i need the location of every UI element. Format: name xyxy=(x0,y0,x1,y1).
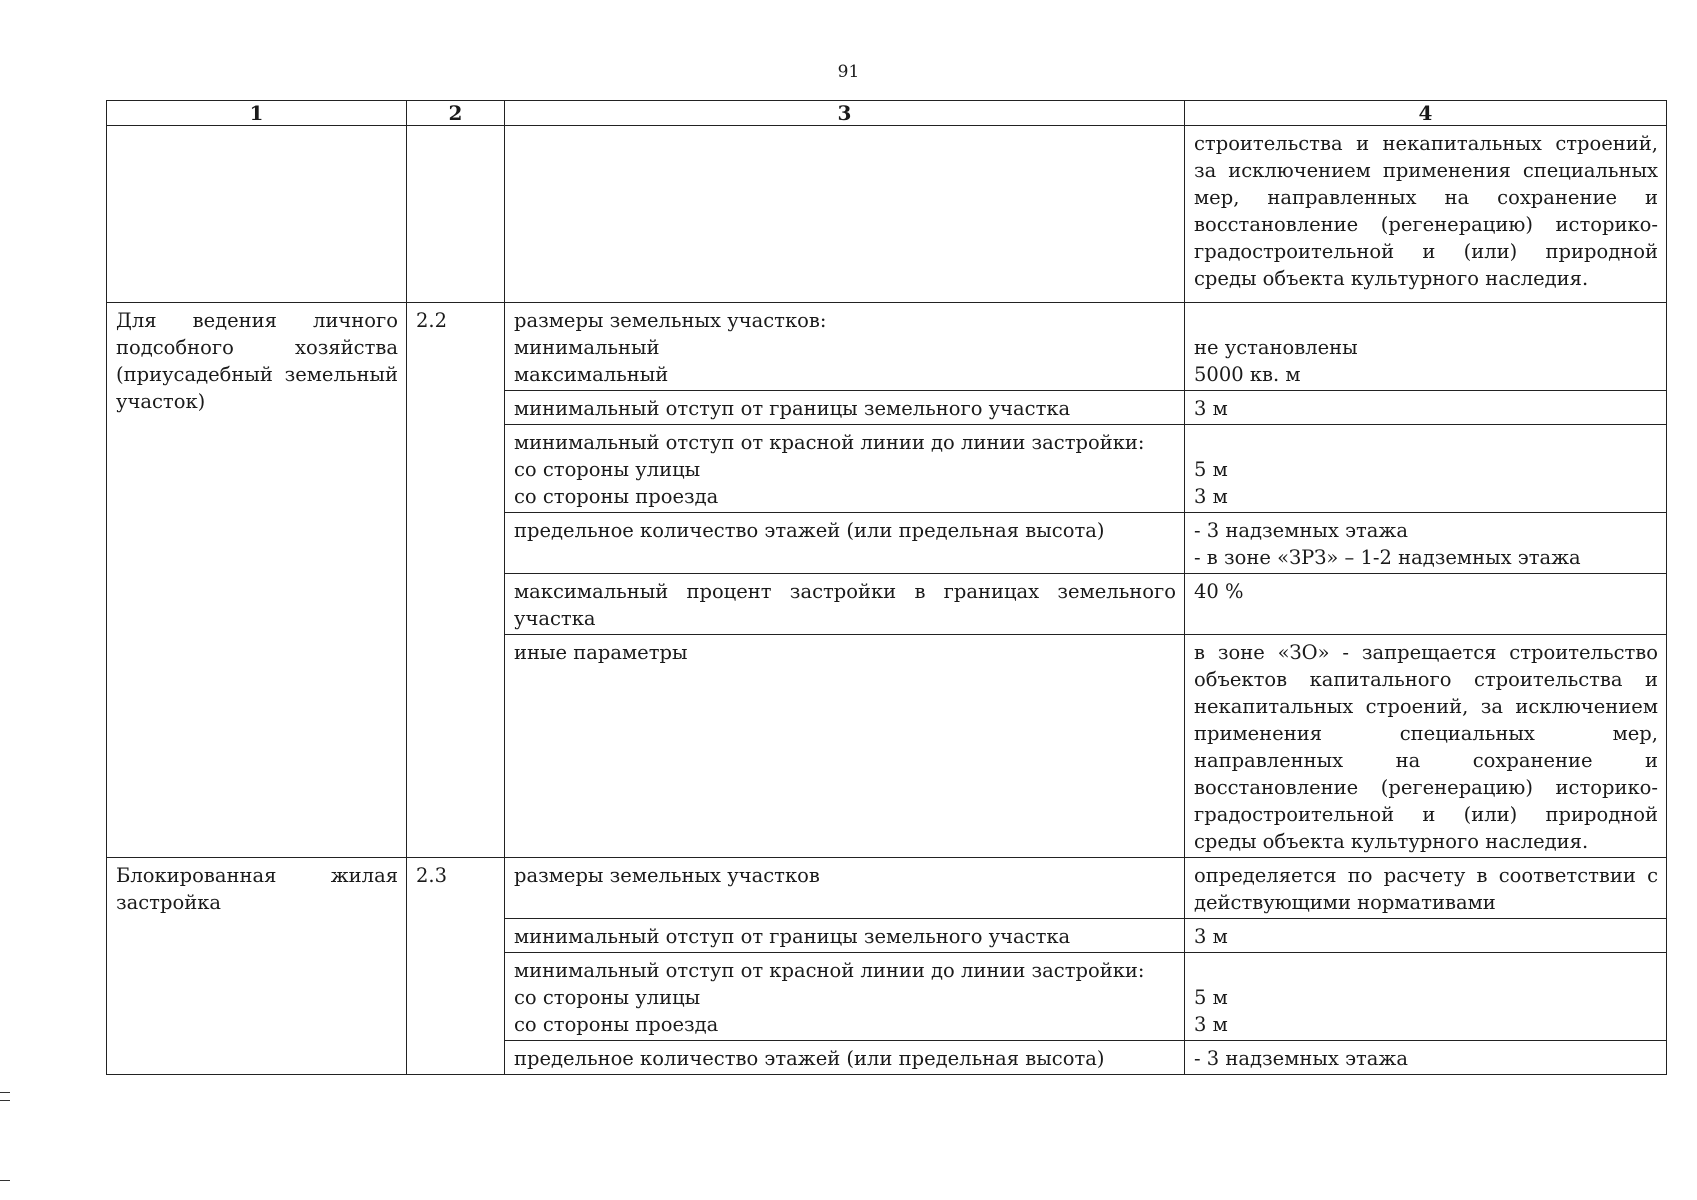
header-cell-4: 4 xyxy=(1185,101,1667,126)
parameter-name xyxy=(505,303,1185,391)
value-line xyxy=(1194,307,1658,334)
parameter-value xyxy=(1185,574,1667,635)
parameter-line: предельное количество этажей (или предельная высота) xyxy=(514,1047,1105,1070)
continuation-cell-1 xyxy=(107,126,407,303)
value-line: определяется по расчету в соответствии с действующими нормативами xyxy=(1194,864,1658,914)
continuation-cell-3 xyxy=(505,126,1185,303)
continuation-cell-2 xyxy=(407,126,505,303)
value-line: 3 м xyxy=(1194,397,1228,420)
value-line xyxy=(1194,429,1658,456)
table-row xyxy=(107,303,1667,391)
parameter-value xyxy=(1185,513,1667,574)
parameter-line: иные параметры xyxy=(514,641,688,664)
parameter-line: максимальный xyxy=(514,363,669,386)
parameter-value xyxy=(1185,391,1667,425)
value-line: 40 % xyxy=(1194,580,1244,603)
value-line: 5 м xyxy=(1194,986,1228,1009)
parameter-line: максимальный процент застройки в границах земельного участка xyxy=(514,580,1176,630)
parameter-line: размеры земельных участков xyxy=(514,864,820,887)
parameter-name xyxy=(505,1041,1185,1075)
parameter-value xyxy=(1185,303,1667,391)
parameter-name xyxy=(505,391,1185,425)
value-line: 5000 кв. м xyxy=(1194,363,1301,386)
parameter-line: со стороны улицы xyxy=(514,986,701,1009)
parameter-name xyxy=(505,425,1185,513)
parameter-name xyxy=(505,513,1185,574)
parameter-line: предельное количество этажей (или предельная высота) xyxy=(514,519,1105,542)
value-line: - 3 надземных этажа xyxy=(1194,519,1408,542)
parameter-value xyxy=(1185,1041,1667,1075)
value-line: 5 м xyxy=(1194,458,1228,481)
value-line: 3 м xyxy=(1194,485,1228,508)
value-line: не установлены xyxy=(1194,336,1358,359)
parameter-line: минимальный отступ от красной линии до линии застройки: xyxy=(514,959,1145,982)
continuation-row xyxy=(107,126,1667,303)
value-line: в зоне «ЗО» - запрещается строительство объектов капитального строительства и некапитальных строений, за исключением применения специальных мер, направленных на сохранение и восстановление (регенерацию) историко-градостроительной и (или) природной среды объекта культурного наследия. xyxy=(1194,641,1658,853)
parameter-line: размеры земельных участков: xyxy=(514,309,827,332)
parameter-name xyxy=(505,635,1185,858)
table-header-row xyxy=(107,101,1667,126)
margin-mark xyxy=(0,1092,10,1093)
parameter-line: минимальный отступ от границы земельного участка xyxy=(514,925,1071,948)
header-cell-2: 2 xyxy=(407,101,505,126)
parameter-line: со стороны улицы xyxy=(514,458,701,481)
value-line xyxy=(1194,957,1658,984)
continuation-text: строительства и некапитальных строений, за исключением применения специальных мер, направленных на сохранение и восстановление (регенерацию) историко-градостроительной и (или) природной среды объекта культурного наследия. xyxy=(1185,126,1667,303)
parameter-value xyxy=(1185,953,1667,1041)
value-line: - в зоне «ЗРЗ» – 1-2 надземных этажа xyxy=(1194,546,1581,569)
parameter-line: минимальный xyxy=(514,336,660,359)
parameter-line: со стороны проезда xyxy=(514,1013,719,1036)
table-row xyxy=(107,858,1667,919)
parameter-value xyxy=(1185,858,1667,919)
value-line: 3 м xyxy=(1194,1013,1228,1036)
parameter-name xyxy=(505,953,1185,1041)
margin-mark xyxy=(0,1180,10,1181)
land-use-name: Блокированная жилая застройка xyxy=(107,858,407,1075)
parameter-name xyxy=(505,574,1185,635)
parameter-name xyxy=(505,919,1185,953)
regulations-table xyxy=(106,100,1667,1075)
margin-mark xyxy=(0,1100,10,1101)
land-use-code: 2.2 xyxy=(407,303,505,858)
value-line: - 3 надземных этажа xyxy=(1194,1047,1408,1070)
parameter-line: минимальный отступ от красной линии до линии застройки: xyxy=(514,431,1145,454)
parameter-value xyxy=(1185,919,1667,953)
header-cell-3: 3 xyxy=(505,101,1185,126)
land-use-name: Для ведения личного подсобного хозяйства (приусадебный земельный участок) xyxy=(107,303,407,858)
parameter-value xyxy=(1185,635,1667,858)
page-number: 91 xyxy=(837,62,860,82)
parameter-name xyxy=(505,858,1185,919)
land-use-code: 2.3 xyxy=(407,858,505,1075)
header-cell-1: 1 xyxy=(107,101,407,126)
parameter-line: минимальный отступ от границы земельного участка xyxy=(514,397,1071,420)
groups-body xyxy=(107,303,1667,1075)
parameter-value xyxy=(1185,425,1667,513)
value-line: 3 м xyxy=(1194,925,1228,948)
parameter-line: со стороны проезда xyxy=(514,485,719,508)
